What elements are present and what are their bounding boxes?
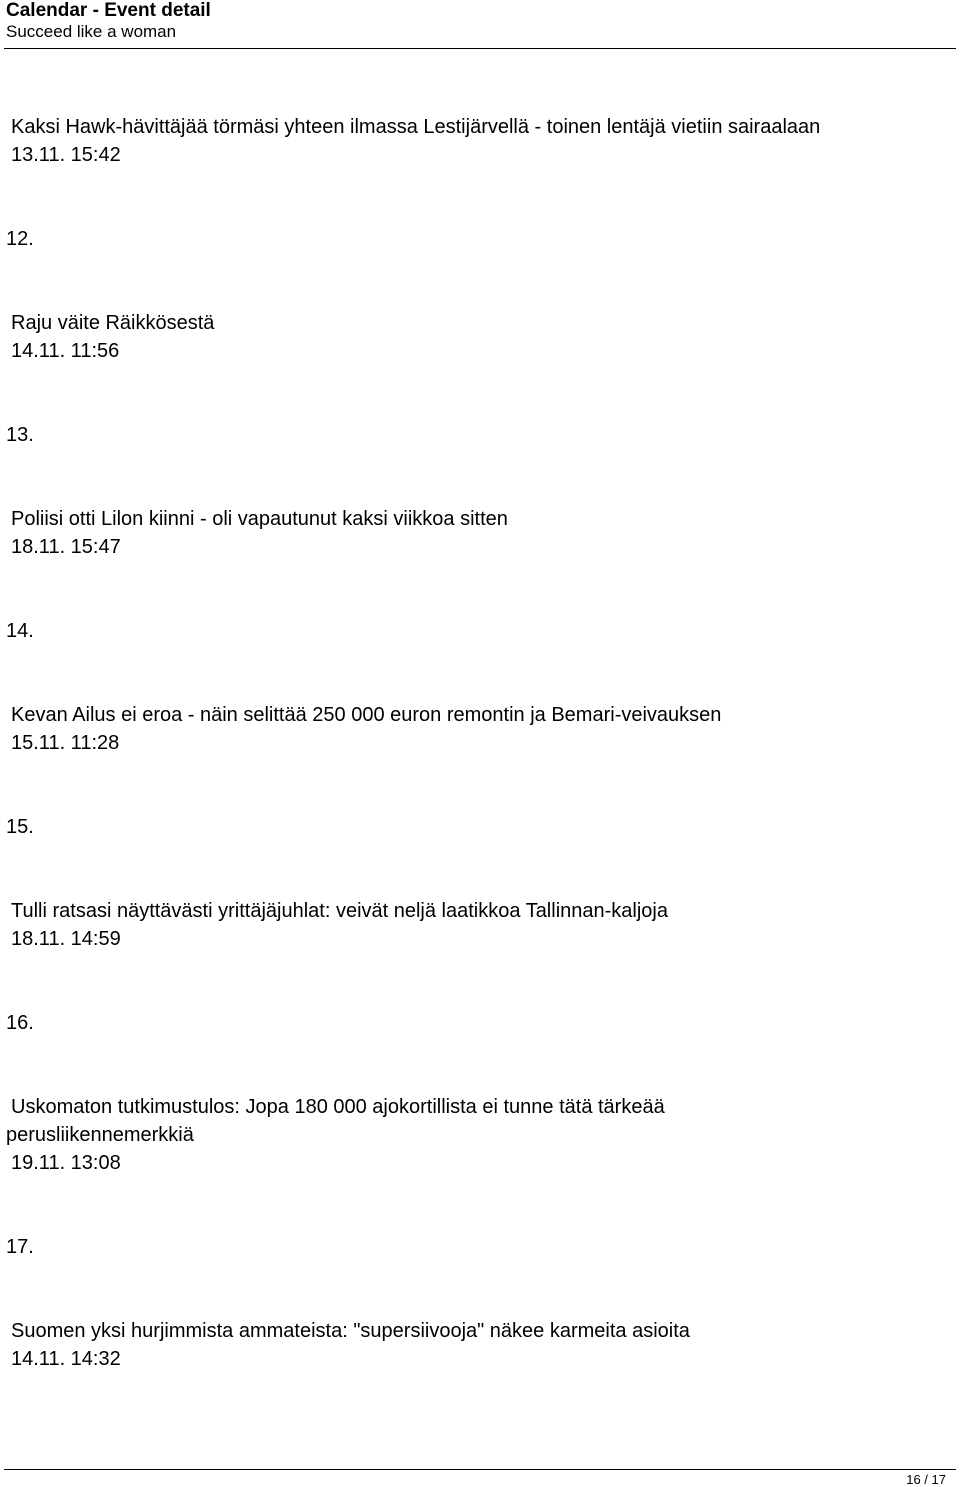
- footer-divider: [4, 1469, 956, 1470]
- event-title: Raju väite Räikkösestä: [11, 312, 215, 334]
- page-title: Calendar - Event detail: [6, 0, 211, 21]
- header-divider: [4, 48, 956, 49]
- event-title: Poliisi otti Lilon kiinni - oli vapautunut kaksi viikkoa sitten: [11, 508, 508, 530]
- event-time: 15.11. 11:28: [11, 732, 120, 754]
- event-time: 19.11. 13:08: [11, 1152, 121, 1174]
- event-title: Tulli ratsasi näyttävästi yrittäjäjuhlat: veivät neljä laatikkoa Tallinnan-kaljoja: [11, 900, 668, 922]
- event-title: Uskomaton tutkimustulos: Jopa 180 000 ajokortillista ei tunne tätä tärkeää: [11, 1096, 665, 1118]
- event-number: 13.: [6, 424, 34, 446]
- event-time: 13.11. 15:42: [11, 144, 121, 166]
- page-subtitle: Succeed like a woman: [6, 22, 177, 41]
- event-time: 18.11. 15:47: [11, 536, 121, 558]
- event-time: 14.11. 14:32: [11, 1348, 121, 1370]
- event-title-continuation: perusliikennemerkkiä: [6, 1124, 194, 1146]
- event-title: Kaksi Hawk-hävittäjää törmäsi yhteen ilmassa Lestijärvellä - toinen lentäjä vietiin sairaalaan: [11, 116, 821, 138]
- event-title: Suomen yksi hurjimmista ammateista: "supersiivooja" näkee karmeita asioita: [11, 1320, 690, 1342]
- event-number: 15.: [6, 816, 34, 838]
- event-time: 14.11. 11:56: [11, 340, 120, 362]
- event-title: Kevan Ailus ei eroa - näin selittää 250 000 euron remontin ja Bemari-veivauksen: [11, 704, 722, 726]
- event-number: 16.: [6, 1012, 34, 1034]
- event-number: 17.: [6, 1236, 34, 1258]
- event-time: 18.11. 14:59: [11, 928, 121, 950]
- page-number: 16 / 17: [906, 1472, 946, 1487]
- event-number: 14.: [6, 620, 34, 642]
- event-number: 12.: [6, 228, 34, 250]
